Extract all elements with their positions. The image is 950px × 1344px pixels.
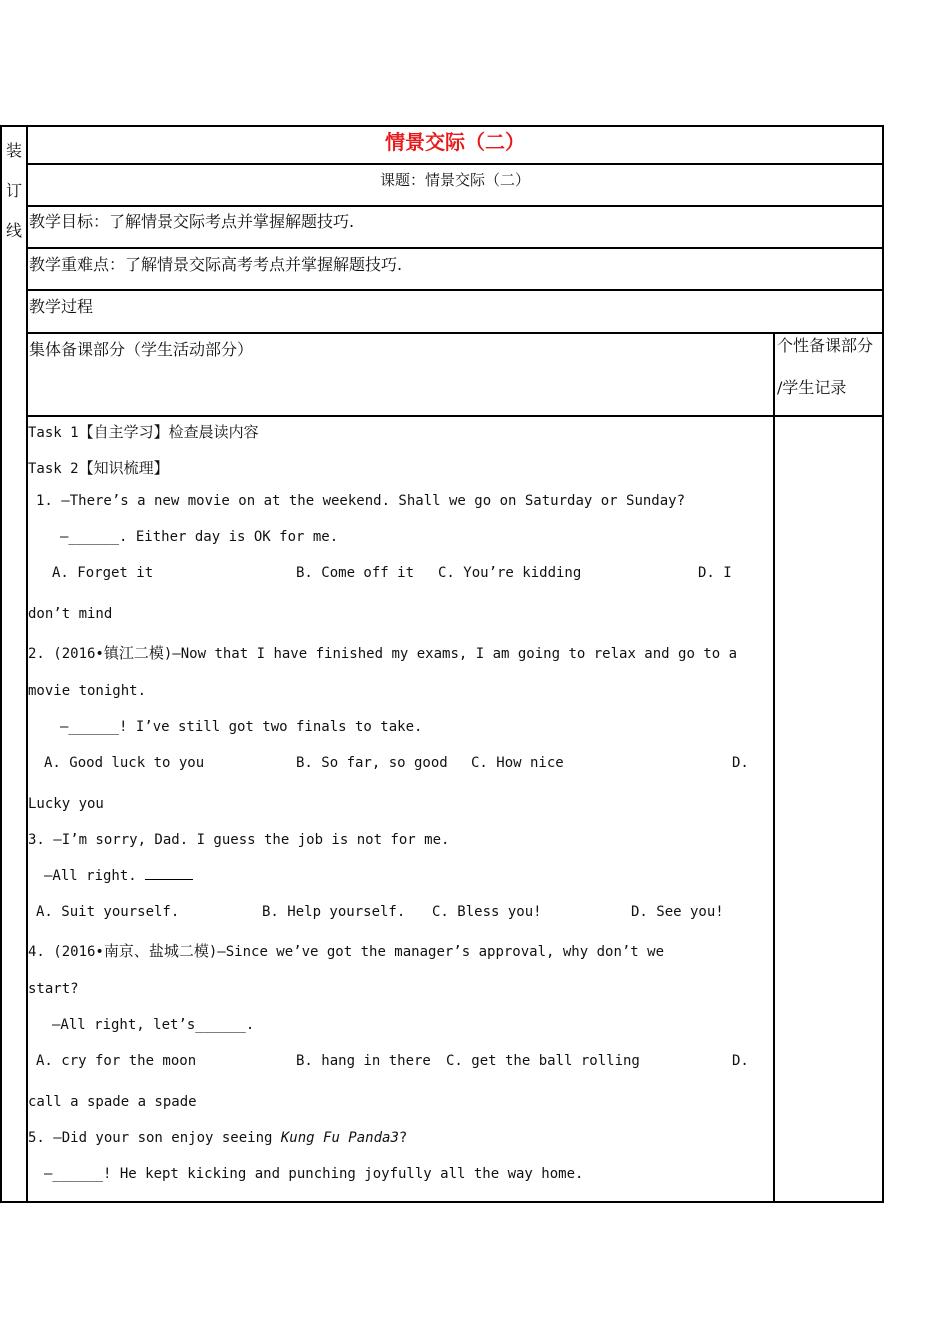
question-2-option-d: D.	[732, 755, 749, 771]
lesson-plan-frame	[0, 125, 884, 1205]
question-2-option-d-cont: Lucky you	[28, 796, 104, 812]
question-4-option-d: D.	[732, 1053, 749, 1069]
question-2-option-a: A. Good luck to you	[44, 755, 205, 771]
row-divider	[26, 289, 884, 291]
task-2-prefix: Task 2	[28, 461, 79, 477]
binding-char-2: 订	[5, 181, 22, 200]
question-2-reply: —______! I’ve still got two finals to take.	[60, 719, 423, 735]
question-3-reply-text: —All right.	[44, 868, 137, 884]
binding-char-1: 装	[5, 141, 22, 160]
question-2-option-b: B. So far, so good	[296, 755, 448, 771]
table-border-left	[26, 125, 28, 1203]
question-5-prefix: 5. —Did your son enjoy seeing	[28, 1130, 281, 1146]
question-2-text	[28, 642, 737, 663]
column-divider	[773, 332, 775, 1203]
question-2-body: )—Now that I have finished my exams, I am going to relax and go to a	[163, 646, 738, 662]
question-5-reply: —______! He kept kicking and punching joyfully all the way home.	[44, 1166, 584, 1182]
question-4-option-b: B. hang in there	[296, 1053, 431, 1069]
teaching-objective: 教学目标：了解情景交际考点并掌握解题技巧.	[29, 212, 355, 231]
binding-margin	[0, 125, 26, 1203]
question-2-text-cont: movie tonight.	[28, 683, 147, 699]
question-5-movie-title: Kung Fu Panda3	[280, 1130, 399, 1146]
lesson-subject: 课题：情景交际（二）	[379, 171, 530, 189]
teaching-process-label: 教学过程	[29, 297, 94, 316]
task-2	[28, 457, 169, 478]
table-border-right	[882, 125, 884, 1203]
question-1-option-d: D. I	[698, 565, 732, 581]
row-divider	[26, 247, 884, 249]
question-4-option-c: C. get the ball rolling	[446, 1053, 640, 1069]
group-prep-label: 集体备课部分（学生活动部分）	[29, 340, 254, 359]
question-1-option-b: B. Come off it	[296, 565, 415, 581]
question-3-option-b: B. Help yourself.	[262, 904, 406, 920]
question-4-reply: —All right, let’s______.	[52, 1017, 255, 1033]
question-3-text: 3. —I’m sorry, Dad. I guess the job is not for me.	[28, 832, 450, 848]
lesson-table	[26, 125, 884, 1205]
question-2-source: 镇江二模	[103, 644, 164, 662]
question-3-option-c: C. Bless you!	[432, 904, 542, 920]
question-1-option-a: A. Forget it	[52, 565, 154, 581]
answer-blank	[145, 879, 193, 880]
question-4-source: 南京、盐城二模	[103, 942, 209, 960]
question-1-text: 1. —There’s a new movie on at the weekend. Shall we go on Saturday or Sunday?	[36, 493, 686, 509]
task-1-prefix: Task 1	[28, 425, 79, 441]
question-4-text-cont: start?	[28, 981, 79, 997]
personal-prep-label: 个性备课部分	[777, 336, 874, 355]
question-4-option-a: A. cry for the moon	[36, 1053, 197, 1069]
question-5-suffix: ?	[398, 1130, 408, 1146]
row-divider	[26, 205, 884, 207]
binding-char-3: 线	[5, 221, 22, 240]
question-4-option-d-cont: call a spade a spade	[28, 1094, 197, 1110]
student-record-label: /学生记录	[777, 378, 847, 397]
question-3-reply	[44, 868, 193, 884]
page-title: 情景交际（二）	[385, 130, 525, 154]
table-border-bottom	[26, 1201, 884, 1203]
task-2-label: 【知识梳理】	[78, 459, 169, 477]
row-divider	[26, 332, 884, 334]
question-4-text	[28, 940, 664, 961]
question-4-prefix: 4. (2016•	[28, 944, 104, 960]
row-divider	[26, 415, 884, 417]
key-points: 教学重难点：了解情景交际高考考点并掌握解题技巧.	[29, 255, 403, 274]
question-1-option-c: C. You’re kidding	[438, 565, 582, 581]
question-4-body: )—Since we’ve got the manager’s approval, why don’t we	[208, 944, 665, 960]
task-1	[28, 421, 259, 442]
question-3-option-a: A. Suit yourself.	[36, 904, 180, 920]
question-1-option-d-cont: don’t mind	[28, 606, 113, 622]
question-1-reply: —______. Either day is OK for me.	[60, 529, 339, 545]
question-2-option-c: C. How nice	[471, 755, 564, 771]
question-5-text	[28, 1130, 407, 1146]
task-1-label: 【自主学习】检查晨读内容	[78, 423, 259, 441]
question-3-option-d: D. See you!	[631, 904, 724, 920]
question-2-prefix: 2. (2016•	[28, 646, 104, 662]
